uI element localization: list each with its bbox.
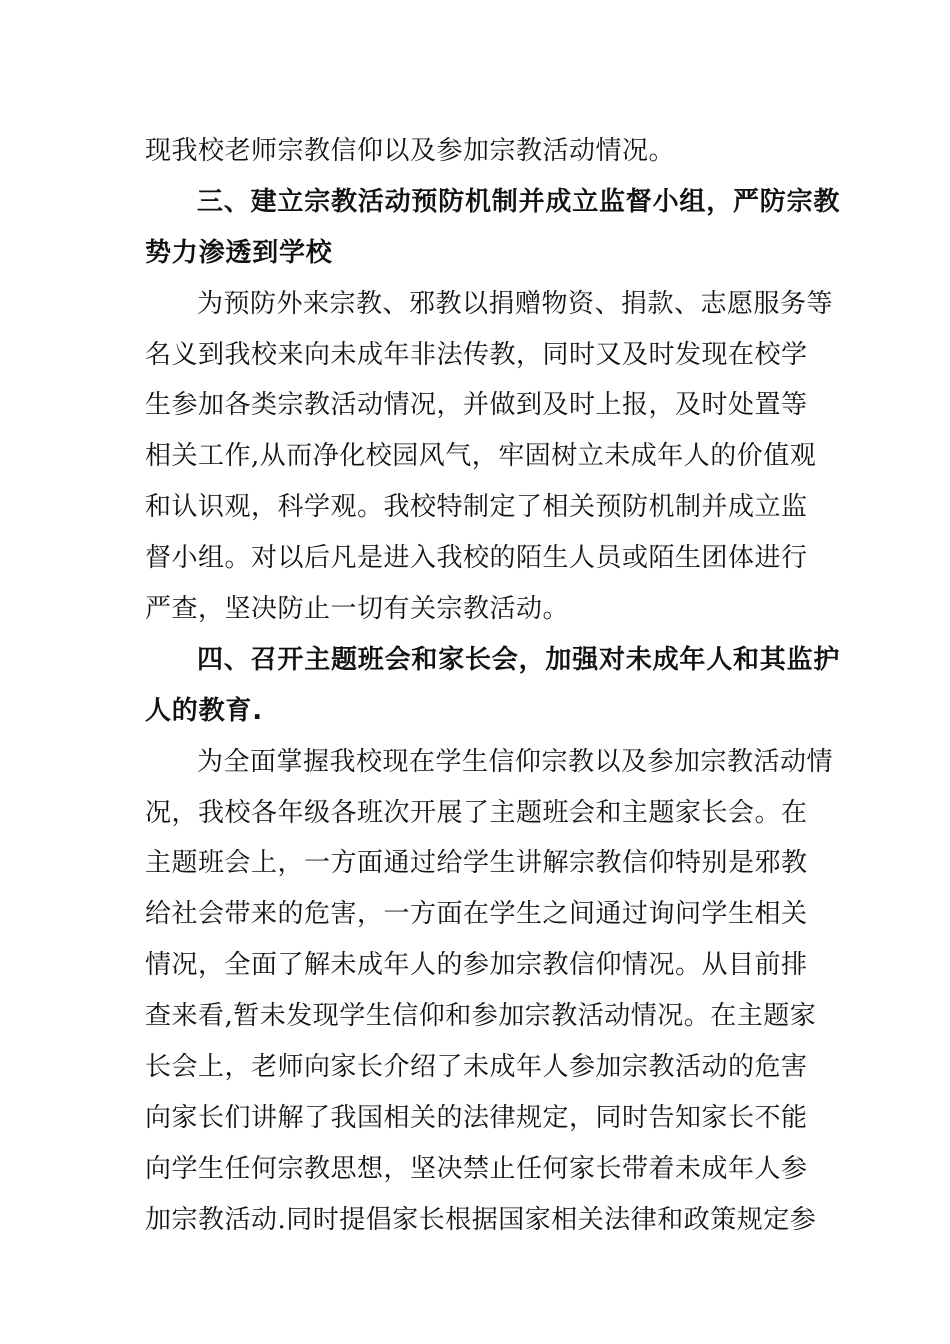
heading-line: 四、召开主题班会和家长会，加强对未成年人和其监护: [197, 644, 841, 675]
text-line: 向学生任何宗教思想，坚决禁止任何家长带着未成年人参: [145, 1153, 808, 1184]
paragraph-continuation: [145, 126, 805, 177]
text-line: 给社会带来的危害，一方面在学生之间通过询问学生相关: [145, 899, 808, 930]
heading-line: 三、建立宗教活动预防机制并成立监督小组，严防宗教: [197, 186, 841, 217]
text-line: 查来看,暂未发现学生信仰和参加宗教活动情况。在主题家: [145, 1001, 817, 1032]
text-line: 和认识观，科学观。我校特制定了相关预防机制并成立监: [145, 492, 808, 523]
text-line: 加宗教活动.同时提倡家长根据国家相关法律和政策规定参: [145, 1204, 817, 1235]
document-body: [145, 126, 841, 1246]
text-line: 督小组。对以后凡是进入我校的陌生人员或陌生团体进行: [145, 543, 808, 574]
heading-line: 势力渗透到学校: [145, 237, 333, 268]
text-line: 为全面掌握我校现在学生信仰宗教以及参加宗教活动情: [197, 746, 834, 777]
section-heading-3: [145, 177, 841, 279]
text-line: 情况，全面了解未成年人的参加宗教信仰情况。从目前排: [145, 950, 808, 981]
text-line: 相关工作,从而净化校园风气，牢固树立未成年人的价值观: [145, 441, 817, 472]
text-line: 严查，坚决防止一切有关宗教活动。: [145, 594, 570, 625]
text-line: 为预防外来宗教、邪教以捐赠物资、捐款、志愿服务等: [197, 288, 834, 319]
heading-line: 人的教育.: [145, 695, 263, 726]
paragraph-meetings: [145, 737, 834, 1246]
text-line: 名义到我校来向未成年非法传教，同时又及时发现在校学: [145, 339, 808, 370]
section-heading-4: [145, 635, 841, 737]
text-line: 况，我校各年级各班次开展了主题班会和主题家长会。在: [145, 797, 808, 828]
text-line: 生参加各类宗教活动情况，并做到及时上报，及时处置等: [145, 390, 808, 421]
text-line: 长会上，老师向家长介绍了未成年人参加宗教活动的危害: [145, 1052, 808, 1083]
text-line: 现我校老师宗教信仰以及参加宗教活动情况。: [145, 136, 676, 166]
paragraph-prevention: [145, 279, 834, 635]
text-line: 向家长们讲解了我国相关的法律规定，同时告知家长不能: [145, 1102, 808, 1133]
text-line: 主题班会上，一方面通过给学生讲解宗教信仰特别是邪教: [145, 848, 808, 879]
